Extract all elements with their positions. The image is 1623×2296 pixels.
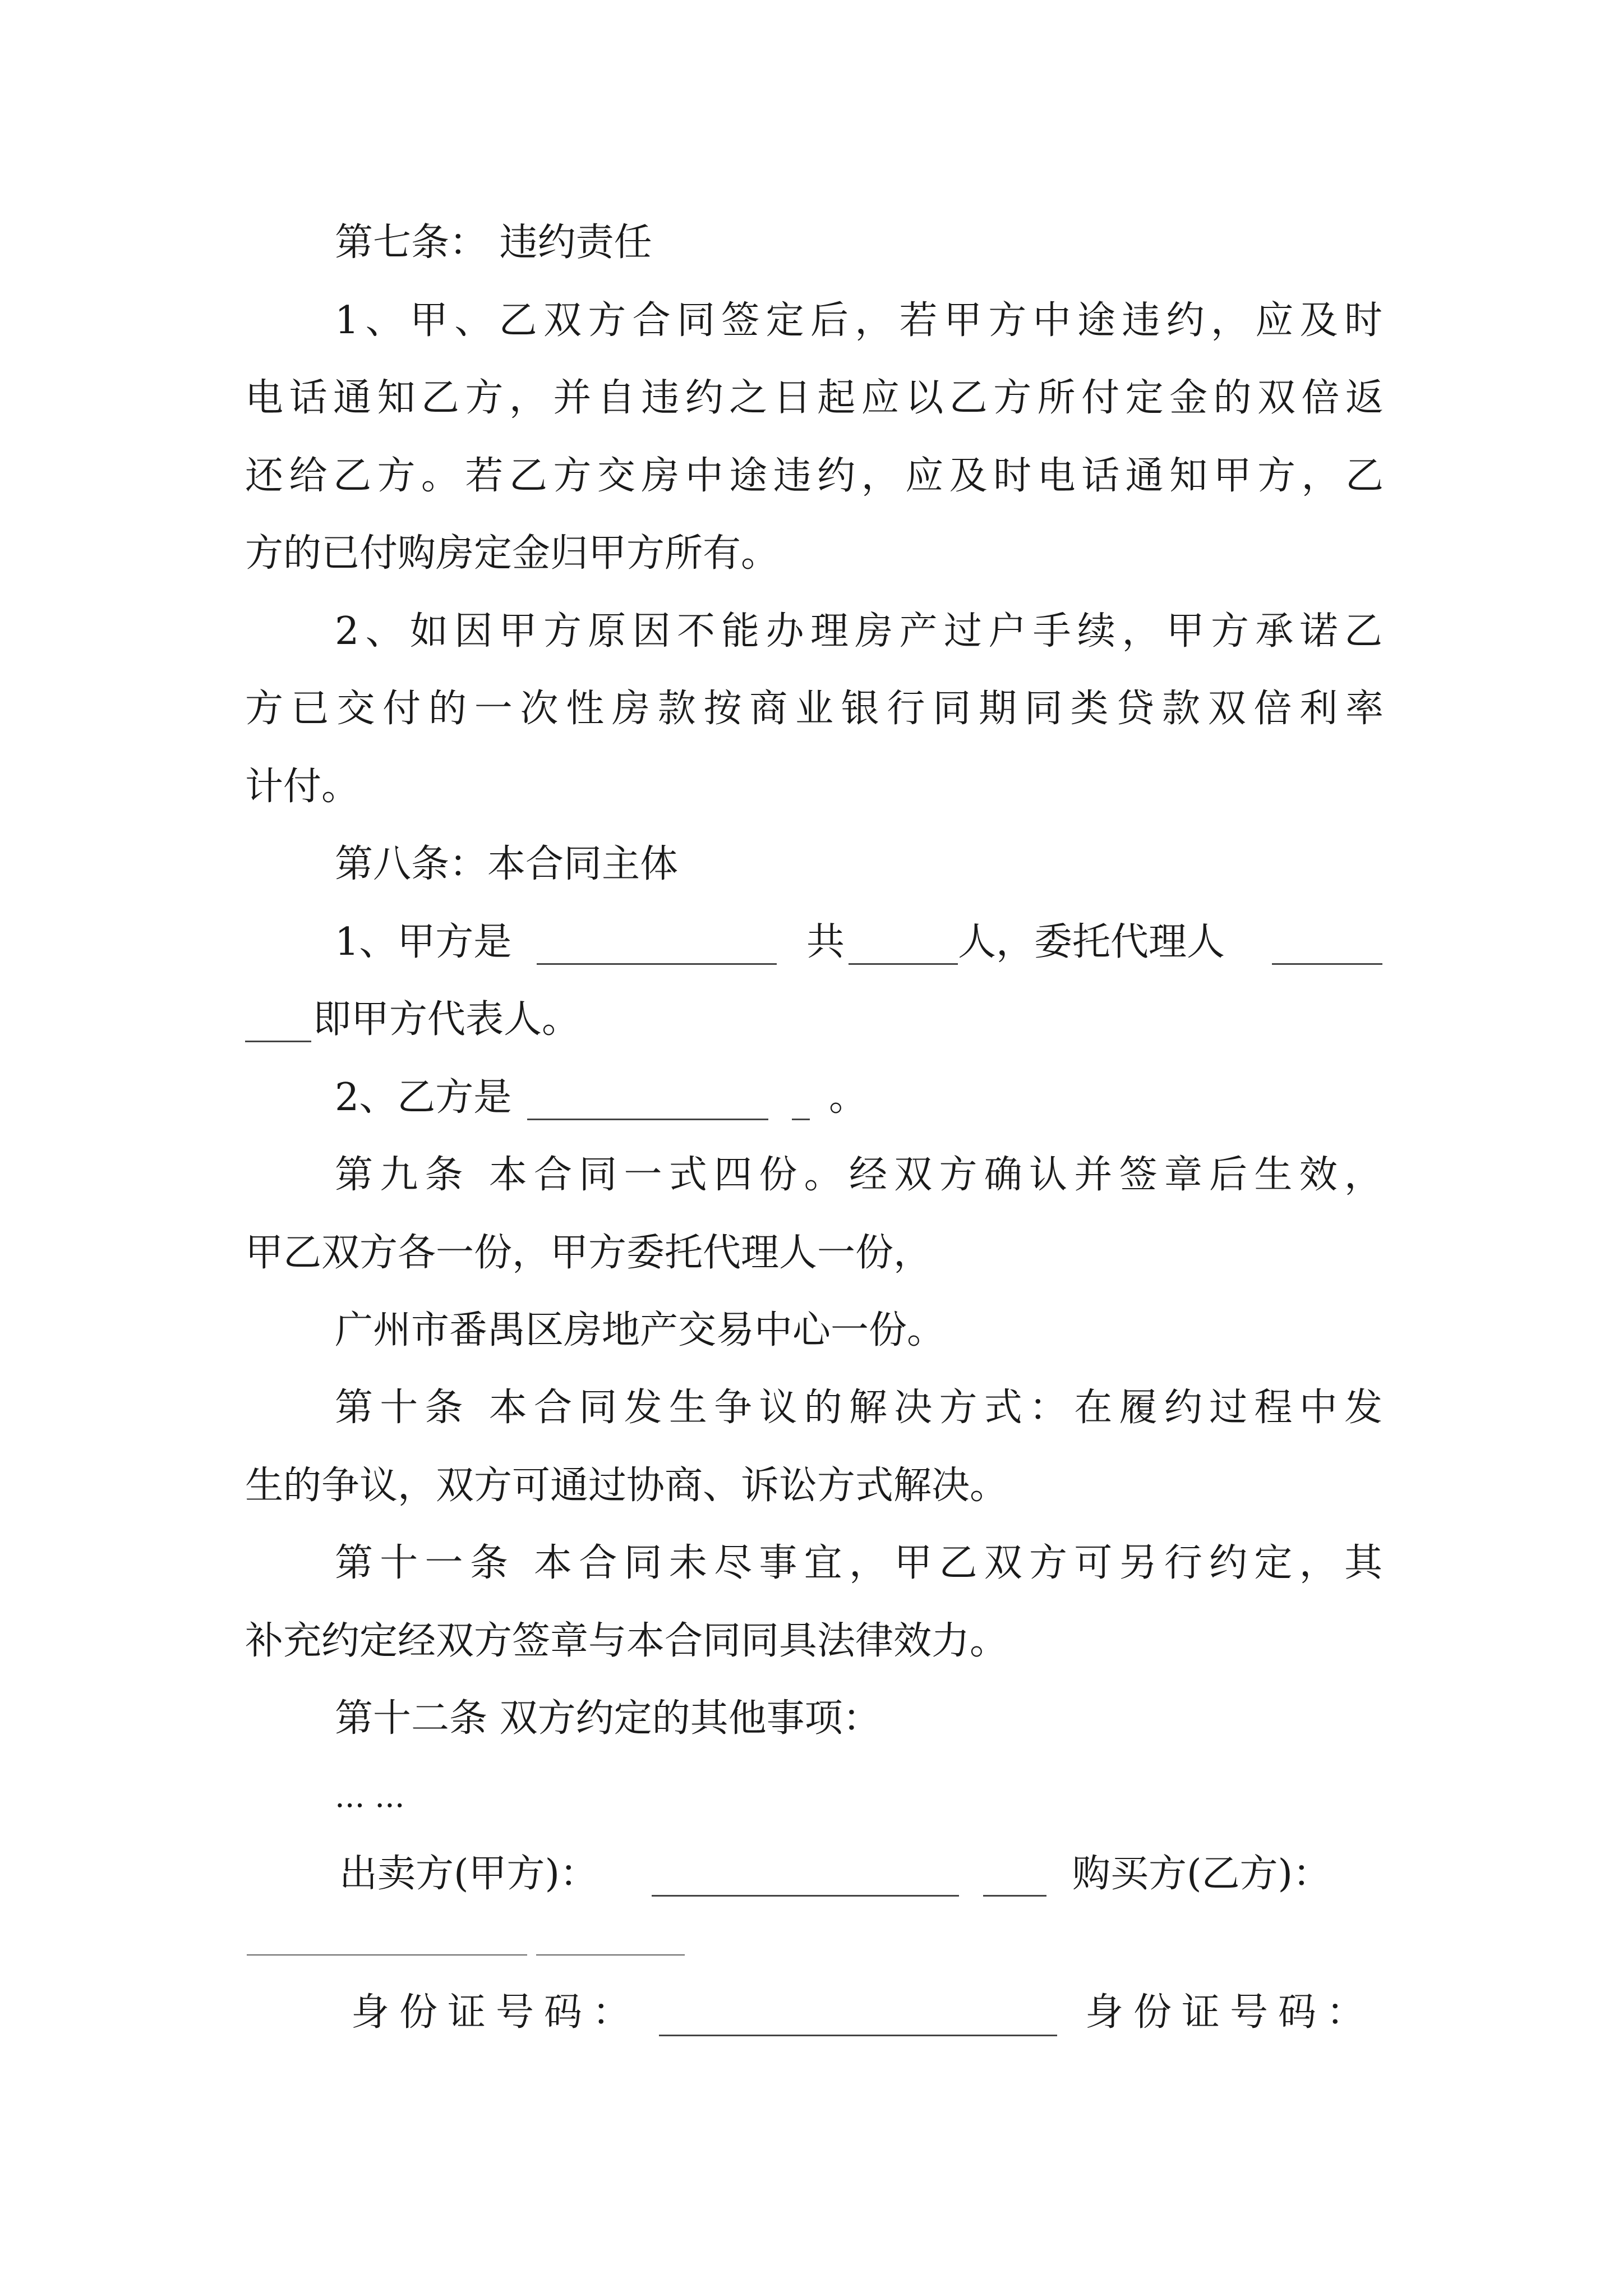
article-10-line-2: 生的争议，双方可通过协商、诉讼方式解决。 — [245, 1464, 1008, 1508]
party-b-name-blank-short — [792, 1119, 810, 1120]
article-7-clause-2-line-3: 计付。 — [245, 765, 360, 809]
article-9-line-3: 广州市番禺区房地产交易中心一份。 — [335, 1308, 946, 1352]
party-a-count-blank — [849, 963, 958, 965]
article-7-heading: 第七条： 违约责任 — [335, 220, 652, 265]
party-b-name-blank — [527, 1119, 768, 1120]
article-8-heading: 第八条：本合同主体 — [335, 842, 679, 886]
party-b-label: 2、乙方是 — [335, 1075, 512, 1120]
article-7-clause-2: 2、如因甲方原因不能办理房产过户手续，甲方承诺乙 — [335, 609, 1382, 654]
buyer-signature-blank-short — [536, 1954, 685, 1955]
party-a-count-label: 共 — [806, 920, 845, 964]
agent-name-blank — [1272, 963, 1382, 965]
seller-label: 出卖方(甲方)： — [339, 1852, 598, 1896]
seller-id-blank — [659, 2035, 1057, 2036]
party-a-name-blank — [537, 963, 777, 965]
article-12-heading: 第十二条 双方约定的其他事项： — [335, 1696, 881, 1741]
seller-signature-blank — [652, 1895, 959, 1897]
ellipsis-text: ... ... — [335, 1778, 405, 1815]
party-a-label: 1、甲方是 — [335, 920, 512, 964]
party-b-period: 。 — [829, 1075, 868, 1120]
buyer-id-label: 身份证号码： — [1085, 1990, 1375, 2035]
article-9: 第九条 本合同一式四份。经双方确认并签章后生效， — [335, 1153, 1382, 1197]
article-7-clause-1-line-3: 还给乙方。若乙方交房中途违约，应及时电话通知甲方，乙 — [245, 454, 1384, 498]
buyer-signature-blank — [247, 1954, 527, 1955]
agent-name-blank-continued — [245, 1041, 311, 1042]
article-7-clause-1-line-2: 电话通知乙方，并自违约之日起应以乙方所付定金的双倍返 — [245, 376, 1384, 420]
seller-id-label: 身份证号码： — [351, 1990, 641, 2035]
seller-signature-blank-short — [983, 1895, 1046, 1897]
article-10: 第十条 本合同发生争议的解决方式：在履约过程中发 — [335, 1386, 1382, 1430]
article-11-line-2: 补充约定经双方签章与本合同同具法律效力。 — [245, 1619, 1008, 1663]
article-7-clause-1-line-4: 方的已付购房定金归甲方所有。 — [245, 531, 780, 576]
article-9-line-2: 甲乙双方各一份，甲方委托代理人一份， — [245, 1231, 932, 1275]
party-a-representative-text: 即甲方代表人。 — [313, 997, 580, 1042]
agent-label: 人，委托代理人 — [958, 920, 1225, 964]
article-11: 第十一条 本合同未尽事宜，甲乙双方可另行约定，其 — [335, 1541, 1382, 1585]
buyer-label: 购买方(乙方)： — [1072, 1852, 1331, 1896]
article-7-clause-1: 1、甲、乙双方合同签定后，若甲方中途违约，应及时 — [335, 298, 1382, 343]
article-7-clause-2-line-2: 方已交付的一次性房款按商业银行同期同类贷款双倍利率 — [245, 687, 1384, 731]
